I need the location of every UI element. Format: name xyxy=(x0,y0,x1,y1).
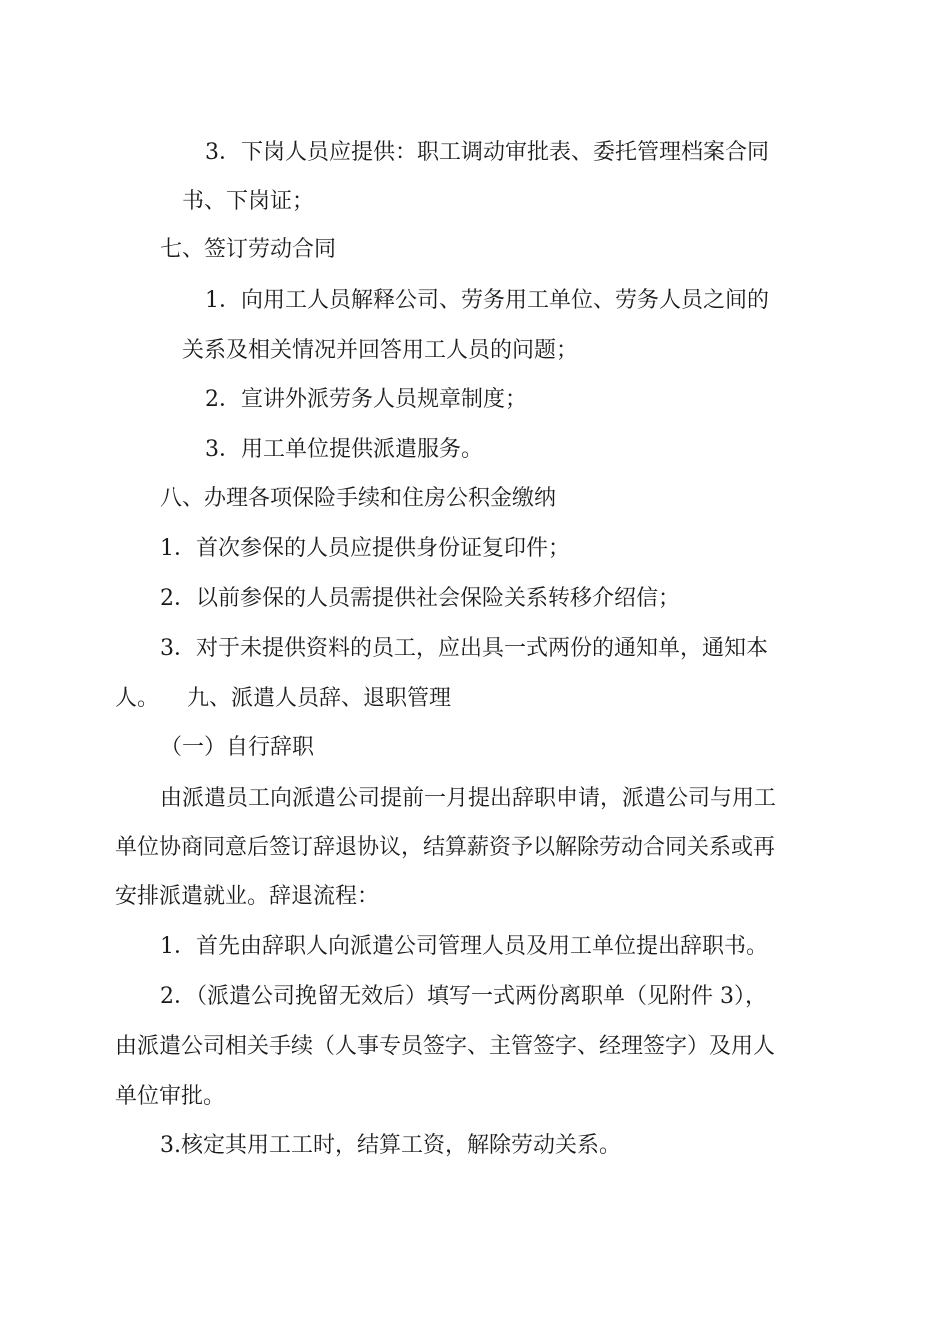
text-line: 2．（派遣公司挽留无效后）填写一式两份离职单（见附件 3）， xyxy=(160,984,767,1009)
text-line: 由派遣公司相关手续（人事专员签字、主管签字、经理签字）及用人 xyxy=(115,1034,776,1059)
subsection-heading: （一）自行辞职 xyxy=(160,735,315,760)
text-line: 书、下岗证； xyxy=(182,189,315,214)
text-line: 单位协商同意后签订辞退协议，结算薪资予以解除劳动合同关系或再 xyxy=(115,835,776,860)
text-line: 1．首先由辞职人向派遣公司管理人员及用工单位提出辞职书。 xyxy=(160,934,768,959)
text-line: 关系及相关情况并回答用工人员的问题； xyxy=(182,338,579,363)
text-line: 3.核定其用工工时，结算工资，解除劳动关系。 xyxy=(160,1133,621,1158)
text-line: 单位审批。 xyxy=(115,1084,226,1109)
section-heading: 七、签订劳动合同 xyxy=(160,237,337,262)
text-line: 由派遣员工向派遣公司提前一月提出辞职申请，派遣公司与用工 xyxy=(160,786,777,811)
text-line: 1．向用工人员解释公司、劳务用工单位、劳务人员之间的 xyxy=(205,288,769,313)
text-line: 2．宣讲外派劳务人员规章制度； xyxy=(205,387,527,412)
section-heading: 八、办理各项保险手续和住房公积金缴纳 xyxy=(160,486,557,511)
text-line: 人。 九、派遣人员辞、退职管理 xyxy=(115,686,451,711)
text-line: 2．以前参保的人员需提供社会保险关系转移介绍信； xyxy=(160,586,680,611)
text-line: 3．下岗人员应提供：职工调动审批表、委托管理档案合同 xyxy=(205,140,769,165)
text-line: 1．首次参保的人员应提供身份证复印件； xyxy=(160,536,570,561)
text-line: 安排派遣就业。辞退流程： xyxy=(115,884,380,909)
text-line: 3．对于未提供资料的员工，应出具一式两份的通知单，通知本 xyxy=(160,636,768,661)
text-line: 3．用工单位提供派遣服务。 xyxy=(205,437,483,462)
